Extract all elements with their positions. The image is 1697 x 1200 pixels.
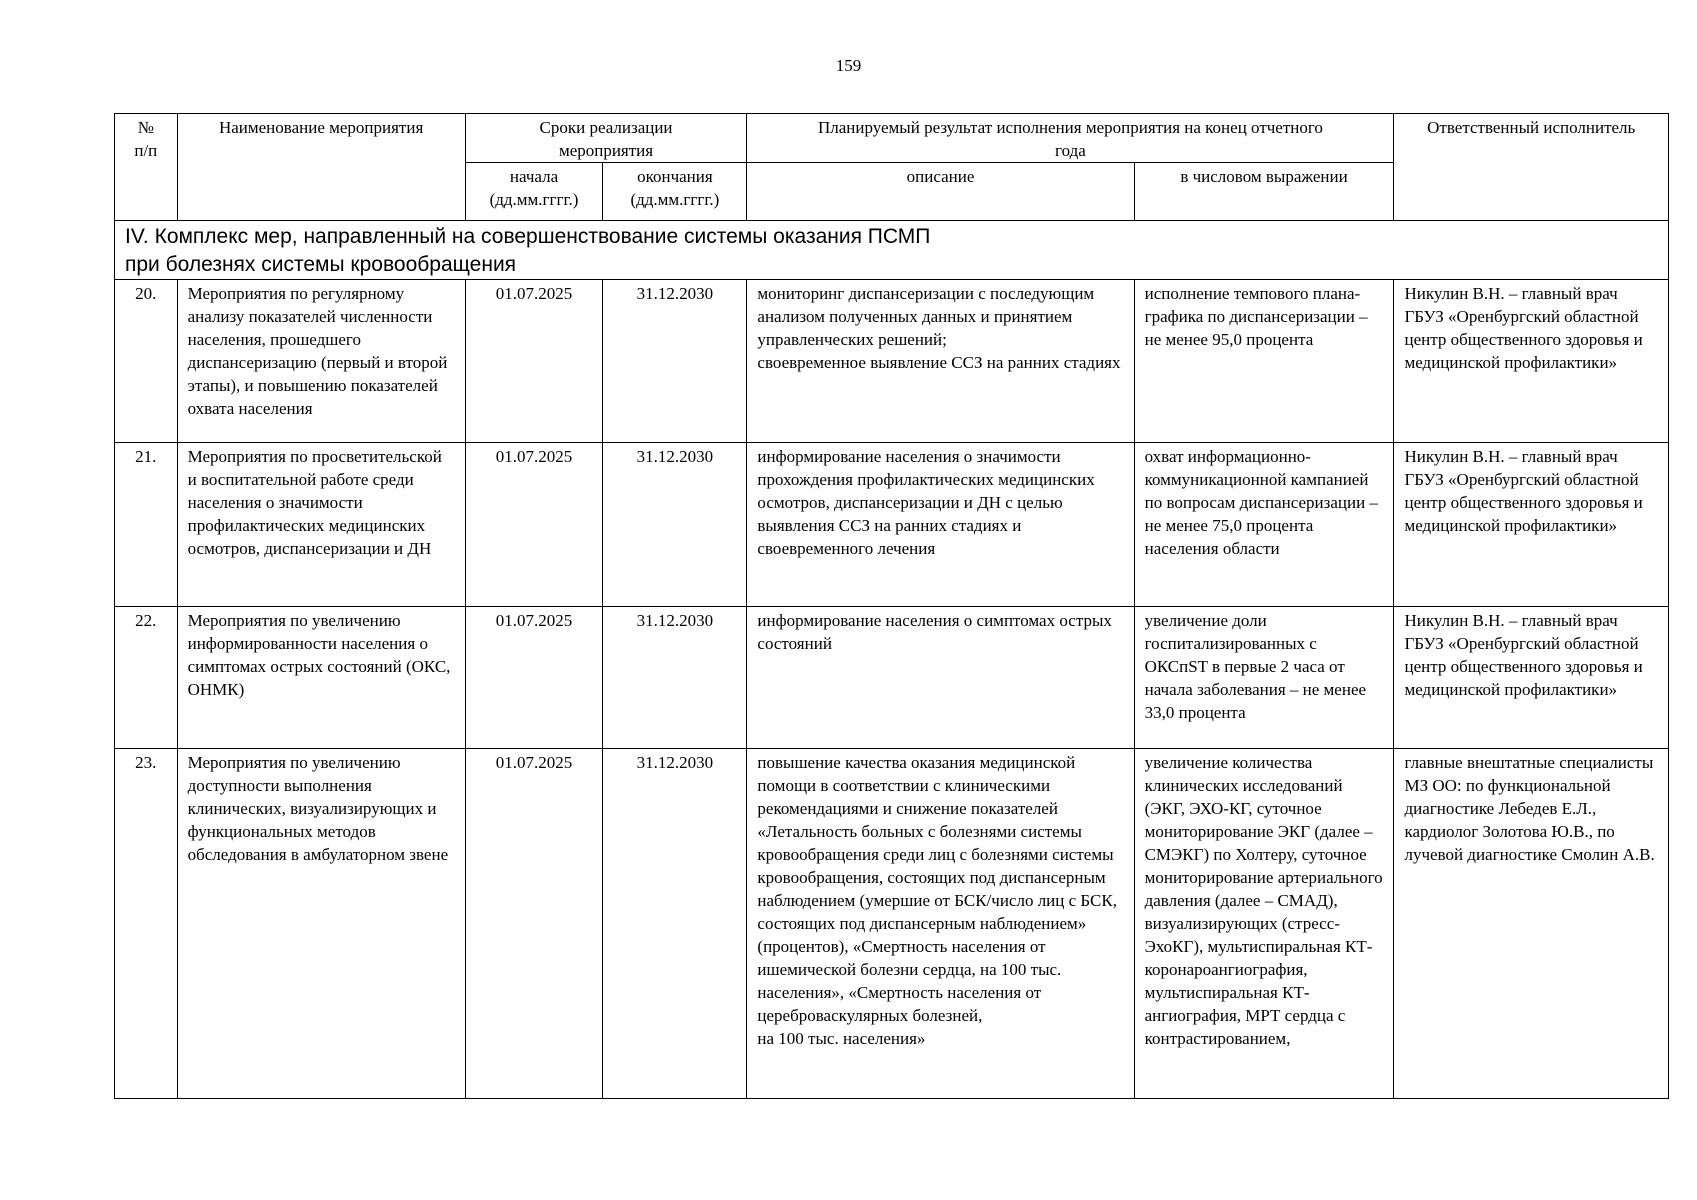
row-description: информирование населения о симптомах острых состояний: [747, 607, 1134, 749]
header-end: окончания (дд.мм.гггг.): [603, 163, 747, 221]
row-num: 20.: [115, 280, 178, 443]
row-description: мониторинг диспансеризации с последующим анализом полученных данных и принятием управленческих решений; своевременное выявление ССЗ на ранних стадиях: [747, 280, 1134, 443]
row-numeric: увеличение доли госпитализированных с ОКСпST в первые 2 часа от начала заболевания – не менее 33,0 процента: [1134, 607, 1394, 749]
row-end: 31.12.2030: [603, 607, 747, 749]
row-start: 01.07.2025: [465, 749, 603, 1099]
row-description: информирование населения о значимости прохождения профилактических медицинских осмотров, диспансеризации и ДН с целью выявления ССЗ на ранних стадиях и своевременного лечения: [747, 443, 1134, 607]
table-row: [115, 607, 1669, 749]
header-responsible: Ответственный исполнитель: [1394, 114, 1669, 221]
row-name: Мероприятия по увеличению доступности выполнения клинических, визуализирующих и функциональных методов обследования в амбулаторном звене: [177, 749, 465, 1099]
header-timing: Сроки реализации мероприятия: [465, 114, 747, 163]
row-numeric: увеличение количества клинических исследований (ЭКГ, ЭХО-КГ, суточное мониторирование ЭКГ (далее – СМЭКГ) по Холтеру, суточное мониторирование артериального давления (далее – СМАД), визуализирующих (стресс-ЭхоКГ), мультиспиральная КТ-коронароангиография, мультиспиральная КТ-ангиография, МРТ сердца с контрастированием,: [1134, 749, 1394, 1099]
header-result: Планируемый результат исполнения мероприятия на конец отчетного года: [747, 114, 1394, 163]
table-row: [115, 280, 1669, 443]
row-responsible: Никулин В.Н. – главный врач ГБУЗ «Оренбургский областной центр общественного здоровья и медицинской профилактики»: [1394, 280, 1669, 443]
header-num: № п/п: [115, 114, 178, 221]
table-row: [115, 749, 1669, 1099]
section-title: IV. Комплекс мер, направленный на совершенствование системы оказания ПСМП при болезнях системы кровообращения: [115, 221, 1669, 280]
header-name: Наименование мероприятия: [177, 114, 465, 221]
row-num: 21.: [115, 443, 178, 607]
row-num: 22.: [115, 607, 178, 749]
page-number: 159: [835, 56, 862, 75]
row-responsible: Никулин В.Н. – главный врач ГБУЗ «Оренбургский областной центр общественного здоровья и медицинской профилактики»: [1394, 443, 1669, 607]
header-start: начала (дд.мм.гггг.): [465, 163, 603, 221]
table-row: [115, 443, 1669, 607]
measures-table: [114, 113, 1669, 1099]
row-numeric: охват информационно-коммуникационной кампанией по вопросам диспансеризации – не менее 75,0 процента населения области: [1134, 443, 1394, 607]
row-end: 31.12.2030: [603, 443, 747, 607]
row-end: 31.12.2030: [603, 749, 747, 1099]
header-numeric: в числовом выражении: [1134, 163, 1394, 221]
header-description: описание: [747, 163, 1134, 221]
row-end: 31.12.2030: [603, 280, 747, 443]
row-name: Мероприятия по просветительской и воспитательной работе среди населения о значимости профилактических медицинских осмотров, диспансеризации и ДН: [177, 443, 465, 607]
row-name: Мероприятия по увеличению информированности населения о симптомах острых состояний (ОКС, ОНМК): [177, 607, 465, 749]
row-start: 01.07.2025: [465, 280, 603, 443]
row-responsible: Никулин В.Н. – главный врач ГБУЗ «Оренбургский областной центр общественного здоровья и медицинской профилактики»: [1394, 607, 1669, 749]
row-name: Мероприятия по регулярному анализу показателей численности населения, прошедшего диспансеризацию (первый и второй этапы), и повышению показателей охвата населения: [177, 280, 465, 443]
row-start: 01.07.2025: [465, 607, 603, 749]
row-start: 01.07.2025: [465, 443, 603, 607]
row-responsible: главные внештатные специалисты МЗ ОО: по функциональной диагностике Лебедев Е.Л., кардиолог Золотова Ю.В., по лучевой диагностике Смолин А.В.: [1394, 749, 1669, 1099]
table-header-row: [115, 114, 1669, 163]
row-numeric: исполнение темпового плана-графика по диспансеризации – не менее 95,0 процента: [1134, 280, 1394, 443]
row-description: повышение качества оказания медицинской помощи в соответствии с клиническими рекомендациями и снижение показателей «Летальность больных с болезнями системы кровообращения среди лиц с болезнями системы кровообращения, состоящих под диспансерным наблюдением (умершие от БСК/число лиц с БСК, состоящих под диспансерным наблюдением» (процентов), «Смертность населения от ишемической болезни сердца, на 100 тыс. населения», «Смертность населения от цереброваскулярных болезней, на 100 тыс. населения»: [747, 749, 1134, 1099]
row-num: 23.: [115, 749, 178, 1099]
section-row: [115, 221, 1669, 280]
